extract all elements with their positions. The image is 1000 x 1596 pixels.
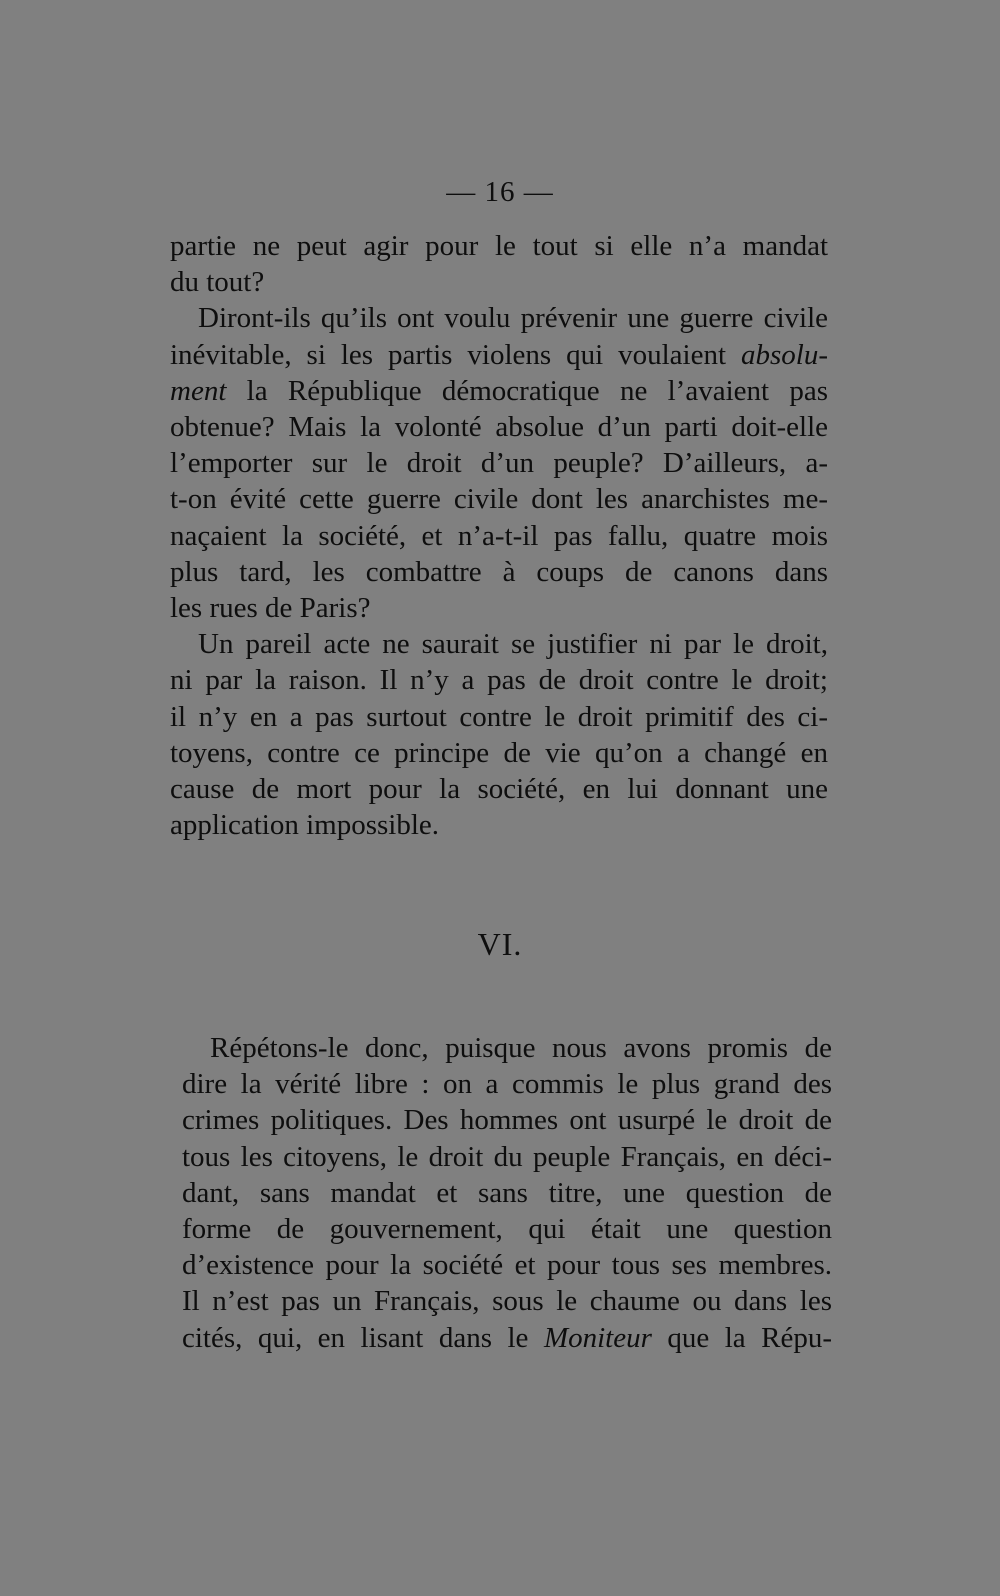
text-line: dant, sans mandat et sans titre, une question de	[182, 1176, 832, 1209]
text-line: t-on évité cette guerre civile dont les anarchistes me-	[170, 483, 828, 516]
text-line: cause de mort pour la société, en lui donnant une	[170, 773, 828, 806]
text-line: plus tard, les combattre à coups de canons dans	[170, 555, 828, 588]
text-line: crimes politiques. Des hommes ont usurpé le droit de	[182, 1104, 832, 1137]
section-heading: VI.	[477, 926, 523, 962]
text-line: Un pareil acte ne saurait se justifier ni par le droit,	[198, 628, 828, 661]
text-line: du tout?	[170, 266, 265, 299]
text-line	[170, 373, 828, 409]
text-line: il n’y en a pas surtout contre le droit primitif des ci-	[170, 700, 828, 733]
text-fragment: que la Répu-	[667, 1321, 832, 1354]
text-line: obtenue? Mais la volonté absolue d’un parti doit-elle	[170, 411, 828, 444]
text-line: tous les citoyens, le droit du peuple Français, en déci-	[182, 1140, 832, 1173]
text-line: d’existence pour la société et pour tous ses membres.	[182, 1249, 832, 1282]
italic-text: Moniteur	[543, 1321, 652, 1354]
text-line: naçaient la société, et n’a-t-il pas fallu, quatre mois	[170, 519, 828, 552]
text-line: toyens, contre ce principe de vie qu’on a changé en	[170, 736, 828, 769]
paragraph-block-1	[170, 228, 828, 843]
text-fragment: cités, qui, en lisant dans le	[182, 1321, 529, 1354]
text-fragment: inévitable, si les partis violens qui voulaient	[170, 338, 727, 371]
text-line	[170, 337, 828, 373]
text-line	[182, 1320, 832, 1356]
text-line: ni par la raison. Il n’y a pas de droit contre le droit;	[170, 664, 828, 697]
text-line: Répétons-le donc, puisque nous avons promis de	[210, 1032, 832, 1064]
text-line: Il n’est pas un Français, sous le chaume ou dans les	[182, 1285, 832, 1318]
page-number: — 16 —	[446, 176, 554, 208]
paragraph-block-2	[182, 1030, 832, 1356]
text-line: forme de gouvernement, qui était une question	[182, 1213, 832, 1246]
text-line: dire la vérité libre : on a commis le plus grand des	[182, 1068, 832, 1101]
italic-text: absolu-	[741, 338, 828, 371]
text-line: Diront-ils qu’ils ont voulu prévenir une guerre civile	[198, 302, 828, 335]
text-line: partie ne peut agir pour le tout si elle n’a mandat	[170, 230, 828, 262]
text-fragment: la République démocratique ne l’avaient pas	[246, 374, 828, 407]
text-line: les rues de Paris?	[170, 592, 371, 625]
italic-text: ment	[170, 374, 227, 407]
text-line: l’emporter sur le droit d’un peuple? D’ailleurs, a-	[170, 447, 828, 480]
text-line: application impossible.	[170, 809, 440, 842]
